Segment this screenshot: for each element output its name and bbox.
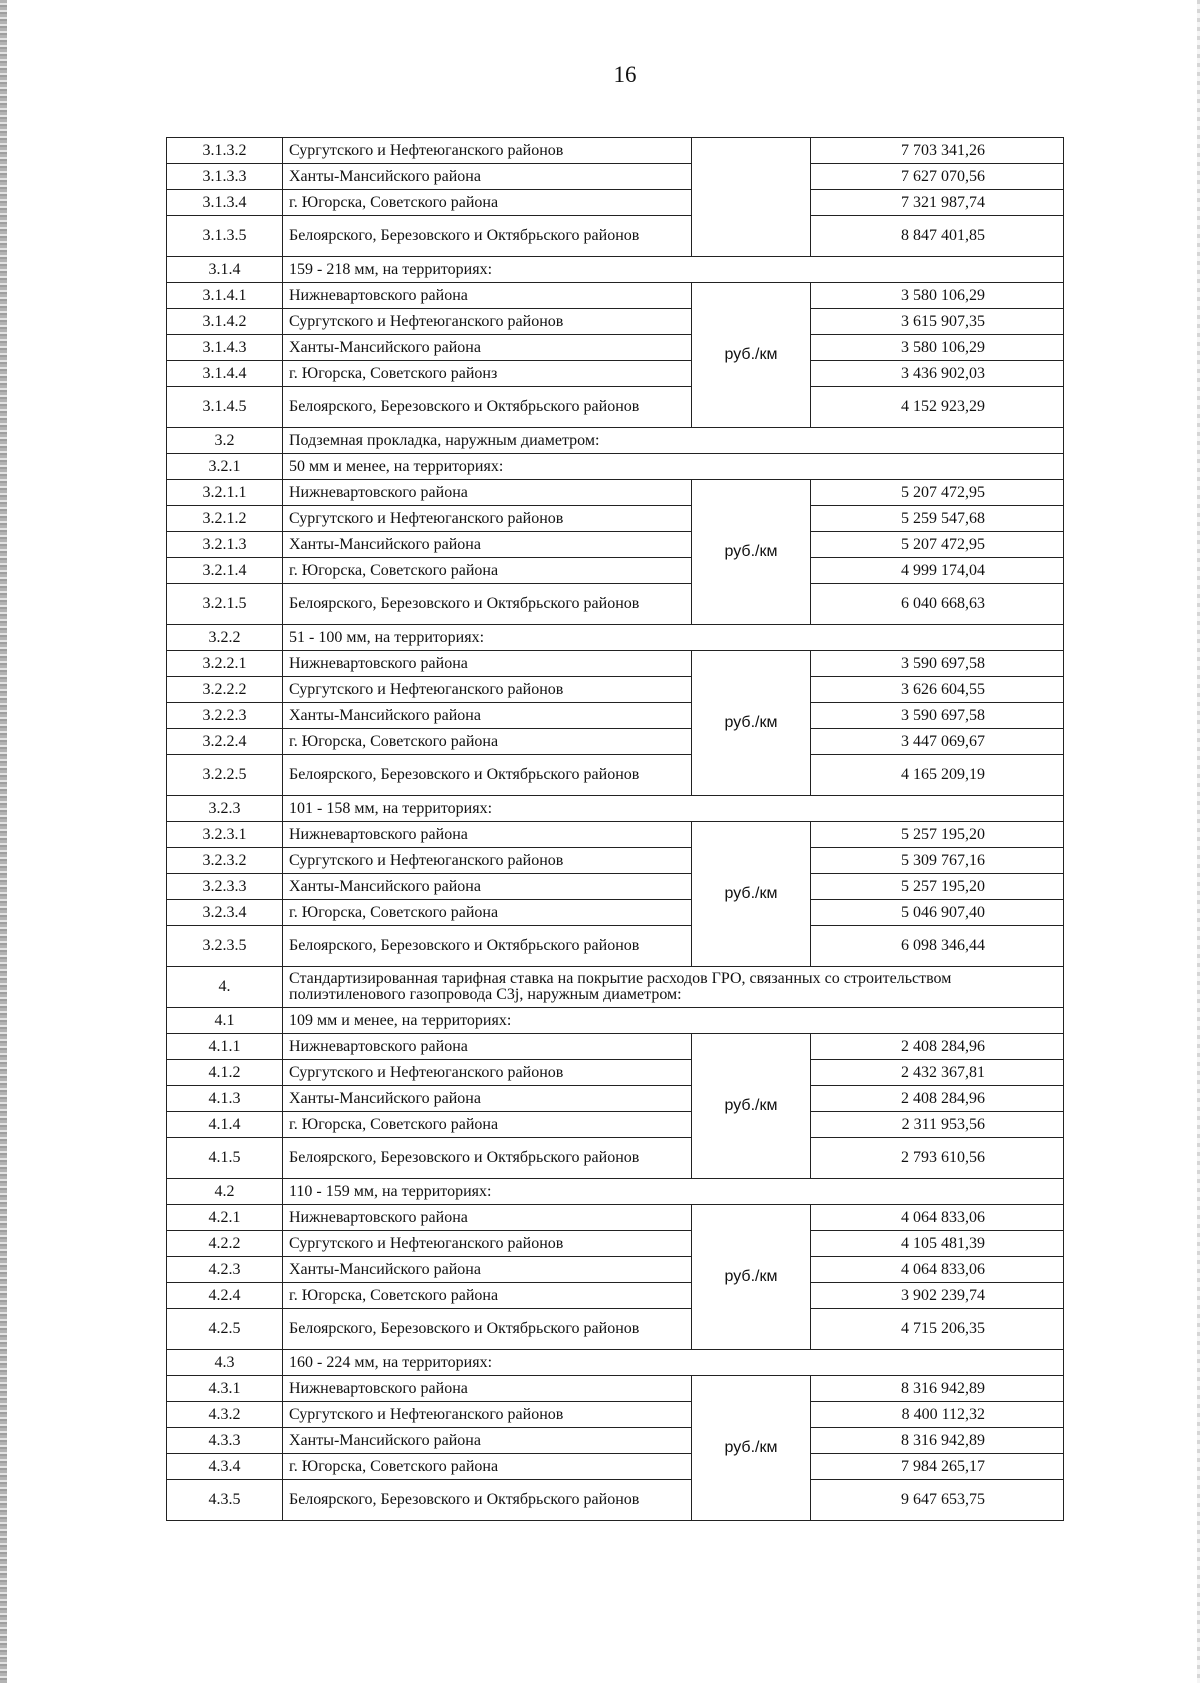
row-number: 4.1.1 bbox=[167, 1034, 283, 1060]
table-row bbox=[167, 1112, 1064, 1138]
rate-value: 2 408 284,96 bbox=[811, 1034, 1064, 1060]
rate-value: 3 615 907,35 bbox=[811, 309, 1064, 335]
table-row bbox=[167, 1231, 1064, 1257]
territory-name: Нижневартовского района bbox=[283, 283, 692, 309]
table-row bbox=[167, 506, 1064, 532]
section-row bbox=[167, 257, 1064, 283]
row-number: 3.1.3.3 bbox=[167, 164, 283, 190]
rate-value: 7 703 341,26 bbox=[811, 138, 1064, 164]
table-row bbox=[167, 1454, 1064, 1480]
territory-name: г. Югорска, Советского района bbox=[283, 1112, 692, 1138]
rate-value: 4 064 833,06 bbox=[811, 1205, 1064, 1231]
territory-name: Сургутского и Нефтеюганского районов bbox=[283, 309, 692, 335]
rate-value: 7 321 987,74 bbox=[811, 190, 1064, 216]
row-number: 4.3 bbox=[167, 1350, 283, 1376]
table-row bbox=[167, 1480, 1064, 1521]
rate-value: 3 626 604,55 bbox=[811, 677, 1064, 703]
table-row bbox=[167, 1086, 1064, 1112]
territory-name: Ханты-Мансийского района bbox=[283, 335, 692, 361]
table-row bbox=[167, 138, 1064, 164]
rate-value: 3 580 106,29 bbox=[811, 335, 1064, 361]
table-row bbox=[167, 361, 1064, 387]
territory-name: Белоярского, Березовского и Октябрьского районов bbox=[283, 926, 692, 967]
row-number: 3.2.2.4 bbox=[167, 729, 283, 755]
table-row bbox=[167, 703, 1064, 729]
scan-left-edge bbox=[0, 0, 7, 1683]
territory-name: Сургутского и Нефтеюганского районов bbox=[283, 1060, 692, 1086]
row-number: 3.2.1.3 bbox=[167, 532, 283, 558]
row-number: 4.3.3 bbox=[167, 1428, 283, 1454]
row-number: 4.1.4 bbox=[167, 1112, 283, 1138]
rate-value: 9 647 653,75 bbox=[811, 1480, 1064, 1521]
territory-name: Ханты-Мансийского района bbox=[283, 532, 692, 558]
table-row bbox=[167, 190, 1064, 216]
unit-cell: руб./км bbox=[692, 283, 811, 428]
row-number: 3.2.2 bbox=[167, 625, 283, 651]
row-number: 4.1.5 bbox=[167, 1138, 283, 1179]
table-row bbox=[167, 755, 1064, 796]
rate-value: 5 207 472,95 bbox=[811, 532, 1064, 558]
table-row bbox=[167, 1257, 1064, 1283]
table-row bbox=[167, 1402, 1064, 1428]
section-heading: 101 - 158 мм, на территориях: bbox=[283, 796, 1064, 822]
table-row bbox=[167, 729, 1064, 755]
row-number: 3.2.1.1 bbox=[167, 480, 283, 506]
row-number: 3.2.1.2 bbox=[167, 506, 283, 532]
territory-name: г. Югорска, Советского района bbox=[283, 190, 692, 216]
territory-name: Ханты-Мансийского района bbox=[283, 874, 692, 900]
table-row bbox=[167, 900, 1064, 926]
territory-name: Белоярского, Березовского и Октябрьского районов bbox=[283, 584, 692, 625]
table-row bbox=[167, 1034, 1064, 1060]
section-heading: 159 - 218 мм, на территориях: bbox=[283, 257, 1064, 283]
section-row bbox=[167, 428, 1064, 454]
section-heading: 109 мм и менее, на территориях: bbox=[283, 1008, 1064, 1034]
section-row bbox=[167, 796, 1064, 822]
row-number: 3.2.3.4 bbox=[167, 900, 283, 926]
unit-cell: руб./км bbox=[692, 1205, 811, 1350]
rate-value: 2 408 284,96 bbox=[811, 1086, 1064, 1112]
section-heading: 160 - 224 мм, на территориях: bbox=[283, 1350, 1064, 1376]
unit-cell bbox=[692, 138, 811, 257]
table-row bbox=[167, 164, 1064, 190]
section-row bbox=[167, 454, 1064, 480]
table-row bbox=[167, 874, 1064, 900]
territory-name: Ханты-Мансийского района bbox=[283, 1086, 692, 1112]
territory-name: Белоярского, Березовского и Октябрьского районов bbox=[283, 755, 692, 796]
rate-value: 6 040 668,63 bbox=[811, 584, 1064, 625]
territory-name: Сургутского и Нефтеюганского районов bbox=[283, 1231, 692, 1257]
territory-name: Белоярского, Березовского и Октябрьского районов bbox=[283, 387, 692, 428]
section-row bbox=[167, 625, 1064, 651]
row-number: 3.1.4 bbox=[167, 257, 283, 283]
rate-value: 6 098 346,44 bbox=[811, 926, 1064, 967]
section-heading: 51 - 100 мм, на территориях: bbox=[283, 625, 1064, 651]
rate-value: 5 259 547,68 bbox=[811, 506, 1064, 532]
rate-value: 3 580 106,29 bbox=[811, 283, 1064, 309]
territory-name: г. Югорска, Советского района bbox=[283, 558, 692, 584]
rate-value: 4 152 923,29 bbox=[811, 387, 1064, 428]
rate-value: 3 447 069,67 bbox=[811, 729, 1064, 755]
row-number: 3.2.3.1 bbox=[167, 822, 283, 848]
rate-value: 7 627 070,56 bbox=[811, 164, 1064, 190]
territory-name: г. Югорска, Советского района bbox=[283, 729, 692, 755]
row-number: 4.3.2 bbox=[167, 1402, 283, 1428]
unit-cell: руб./км bbox=[692, 822, 811, 967]
table-row bbox=[167, 1205, 1064, 1231]
table-row bbox=[167, 1283, 1064, 1309]
row-number: 3.2.2.1 bbox=[167, 651, 283, 677]
territory-name: Сургутского и Нефтеюганского районов bbox=[283, 848, 692, 874]
territory-name: Белоярского, Березовского и Октябрьского районов bbox=[283, 216, 692, 257]
row-number: 4.2.4 bbox=[167, 1283, 283, 1309]
territory-name: Белоярского, Березовского и Октябрьского районов bbox=[283, 1309, 692, 1350]
rate-value: 4 105 481,39 bbox=[811, 1231, 1064, 1257]
row-number: 3.2.2.5 bbox=[167, 755, 283, 796]
section-heading: Подземная прокладка, наружным диаметром: bbox=[283, 428, 1064, 454]
group-heading: Стандартизированная тарифная ставка на покрытие расходов ГРО, связанных со строительством полиэтиленового газопровода С3j, наружным диаметром: bbox=[283, 967, 1064, 1008]
row-number: 3.2.2.3 bbox=[167, 703, 283, 729]
row-number: 4.1.2 bbox=[167, 1060, 283, 1086]
row-number: 3.2.1.5 bbox=[167, 584, 283, 625]
table-row bbox=[167, 677, 1064, 703]
territory-name: Сургутского и Нефтеюганского районов bbox=[283, 138, 692, 164]
section-row bbox=[167, 1350, 1064, 1376]
row-number: 4.1.3 bbox=[167, 1086, 283, 1112]
territory-name: г. Югорска, Советского района bbox=[283, 1454, 692, 1480]
unit-cell: руб./км bbox=[692, 651, 811, 796]
table-row bbox=[167, 1428, 1064, 1454]
row-number: 4. bbox=[167, 967, 283, 1008]
territory-name: Белоярского, Березовского и Октябрьского районов bbox=[283, 1138, 692, 1179]
rate-value: 5 046 907,40 bbox=[811, 900, 1064, 926]
rate-value: 4 064 833,06 bbox=[811, 1257, 1064, 1283]
group-header-row bbox=[167, 967, 1064, 1008]
territory-name: Сургутского и Нефтеюганского районов bbox=[283, 677, 692, 703]
row-number: 4.1 bbox=[167, 1008, 283, 1034]
unit-cell: руб./км bbox=[692, 480, 811, 625]
territory-name: г. Югорска, Советского районз bbox=[283, 361, 692, 387]
row-number: 3.1.3.2 bbox=[167, 138, 283, 164]
rate-value: 2 793 610,56 bbox=[811, 1138, 1064, 1179]
territory-name: Ханты-Мансийского района bbox=[283, 1428, 692, 1454]
row-number: 3.2.3 bbox=[167, 796, 283, 822]
territory-name: Ханты-Мансийского района bbox=[283, 703, 692, 729]
row-number: 4.3.5 bbox=[167, 1480, 283, 1521]
row-number: 3.1.4.2 bbox=[167, 309, 283, 335]
territory-name: Ханты-Мансийского района bbox=[283, 164, 692, 190]
table-row bbox=[167, 480, 1064, 506]
row-number: 3.1.4.3 bbox=[167, 335, 283, 361]
row-number: 4.2.2 bbox=[167, 1231, 283, 1257]
row-number: 4.2 bbox=[167, 1179, 283, 1205]
row-number: 3.2 bbox=[167, 428, 283, 454]
territory-name: Нижневартовского района bbox=[283, 1034, 692, 1060]
table-row bbox=[167, 651, 1064, 677]
row-number: 3.2.3.5 bbox=[167, 926, 283, 967]
table-row bbox=[167, 1309, 1064, 1350]
territory-name: г. Югорска, Советского района bbox=[283, 1283, 692, 1309]
section-row bbox=[167, 1008, 1064, 1034]
rate-value: 2 432 367,81 bbox=[811, 1060, 1064, 1086]
row-number: 4.3.4 bbox=[167, 1454, 283, 1480]
row-number: 3.2.1.4 bbox=[167, 558, 283, 584]
rate-value: 5 207 472,95 bbox=[811, 480, 1064, 506]
territory-name: Ханты-Мансийского района bbox=[283, 1257, 692, 1283]
rate-value: 4 715 206,35 bbox=[811, 1309, 1064, 1350]
page-number: 16 bbox=[613, 62, 637, 87]
territory-name: г. Югорска, Советского района bbox=[283, 900, 692, 926]
territory-name: Нижневартовского района bbox=[283, 822, 692, 848]
table-row bbox=[167, 848, 1064, 874]
table-row bbox=[167, 387, 1064, 428]
table-row bbox=[167, 283, 1064, 309]
table-row bbox=[167, 216, 1064, 257]
table-row bbox=[167, 558, 1064, 584]
rate-value: 3 436 902,03 bbox=[811, 361, 1064, 387]
territory-name: Сургутского и Нефтеюганского районов bbox=[283, 506, 692, 532]
rate-value: 5 257 195,20 bbox=[811, 822, 1064, 848]
rate-value: 8 847 401,85 bbox=[811, 216, 1064, 257]
territory-name: Нижневартовского района bbox=[283, 1205, 692, 1231]
rate-value: 5 309 767,16 bbox=[811, 848, 1064, 874]
section-row bbox=[167, 1179, 1064, 1205]
rate-value: 8 316 942,89 bbox=[811, 1428, 1064, 1454]
table-row bbox=[167, 822, 1064, 848]
table-row bbox=[167, 1376, 1064, 1402]
territory-name: Нижневартовского района bbox=[283, 1376, 692, 1402]
rate-value: 4 165 209,19 bbox=[811, 755, 1064, 796]
territory-name: Сургутского и Нефтеюганского районов bbox=[283, 1402, 692, 1428]
territory-name: Нижневартовского района bbox=[283, 651, 692, 677]
row-number: 3.1.4.5 bbox=[167, 387, 283, 428]
row-number: 3.1.4.4 bbox=[167, 361, 283, 387]
rate-value: 3 590 697,58 bbox=[811, 651, 1064, 677]
territory-name: Белоярского, Березовского и Октябрьского районов bbox=[283, 1480, 692, 1521]
table-row bbox=[167, 584, 1064, 625]
rate-value: 8 400 112,32 bbox=[811, 1402, 1064, 1428]
rate-value: 2 311 953,56 bbox=[811, 1112, 1064, 1138]
table-row bbox=[167, 1138, 1064, 1179]
row-number: 3.1.4.1 bbox=[167, 283, 283, 309]
row-number: 3.2.1 bbox=[167, 454, 283, 480]
row-number: 3.2.3.2 bbox=[167, 848, 283, 874]
row-number: 4.2.3 bbox=[167, 1257, 283, 1283]
unit-cell: руб./км bbox=[692, 1376, 811, 1521]
table-row bbox=[167, 335, 1064, 361]
section-heading: 50 мм и менее, на территориях: bbox=[283, 454, 1064, 480]
rate-value: 5 257 195,20 bbox=[811, 874, 1064, 900]
row-number: 3.1.3.5 bbox=[167, 216, 283, 257]
territory-name: Нижневартовского района bbox=[283, 480, 692, 506]
table-row bbox=[167, 532, 1064, 558]
section-heading: 110 - 159 мм, на территориях: bbox=[283, 1179, 1064, 1205]
rate-value: 4 999 174,04 bbox=[811, 558, 1064, 584]
rate-value: 3 902 239,74 bbox=[811, 1283, 1064, 1309]
rate-value: 8 316 942,89 bbox=[811, 1376, 1064, 1402]
row-number: 4.2.1 bbox=[167, 1205, 283, 1231]
unit-cell: руб./км bbox=[692, 1034, 811, 1179]
table-row bbox=[167, 1060, 1064, 1086]
row-number: 3.2.3.3 bbox=[167, 874, 283, 900]
row-number: 4.3.1 bbox=[167, 1376, 283, 1402]
rate-value: 3 590 697,58 bbox=[811, 703, 1064, 729]
rates-table bbox=[166, 137, 1064, 1521]
row-number: 3.2.2.2 bbox=[167, 677, 283, 703]
table-row bbox=[167, 309, 1064, 335]
row-number: 4.2.5 bbox=[167, 1309, 283, 1350]
rate-value: 7 984 265,17 bbox=[811, 1454, 1064, 1480]
table-row bbox=[167, 926, 1064, 967]
row-number: 3.1.3.4 bbox=[167, 190, 283, 216]
